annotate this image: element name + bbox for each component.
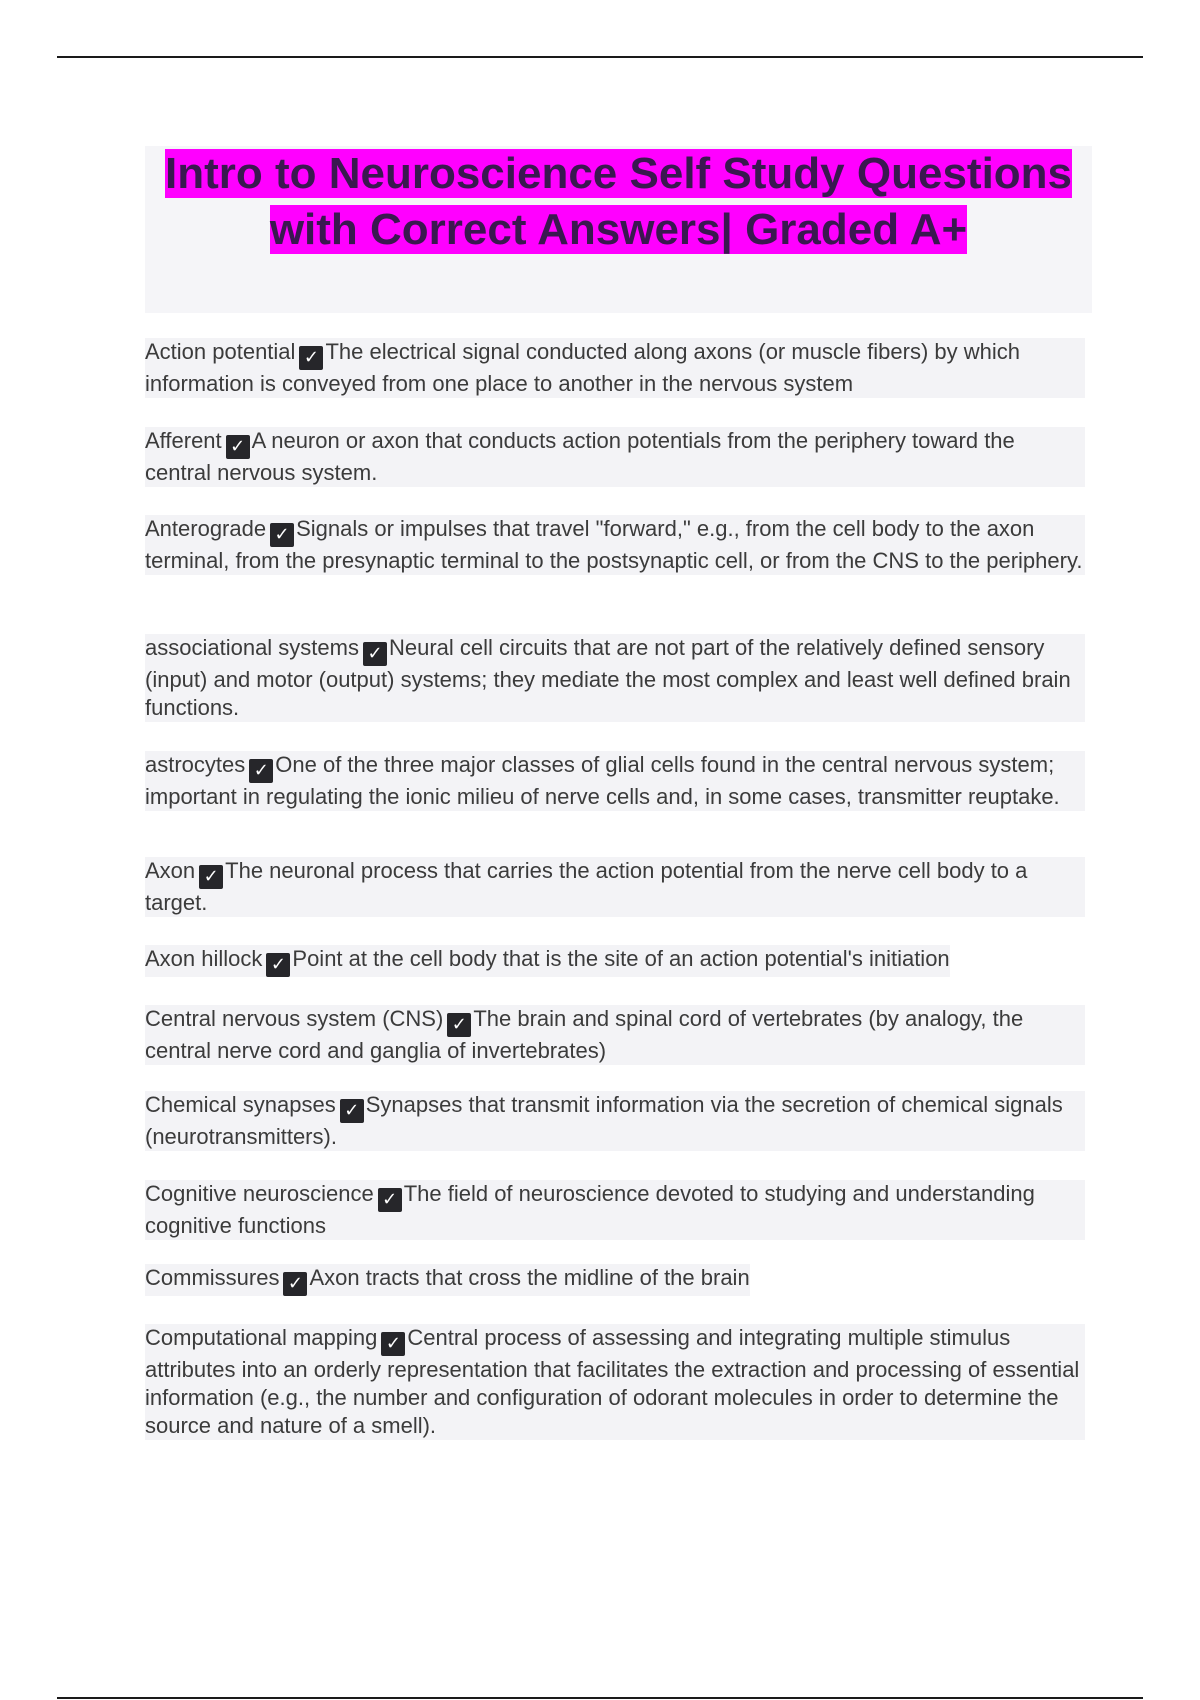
check-mark-icon: ✓ xyxy=(340,1099,364,1123)
entry-term: Axon hillock xyxy=(145,946,263,971)
glossary-entry xyxy=(145,857,1085,917)
glossary-entry xyxy=(145,1005,1085,1065)
glossary-entry xyxy=(145,1264,750,1296)
entry-definition: The brain and spinal cord of vertebrates (by analogy, the central nerve cord and ganglia of invertebrates) xyxy=(145,1006,1024,1063)
title-highlight: Intro to Neuroscience Self Study Questions with Correct Answers| Graded A+ xyxy=(164,149,1073,254)
check-mark-icon: ✓ xyxy=(447,1013,471,1037)
entry-definition: The neuronal process that carries the action potential from the nerve cell body to a target. xyxy=(145,858,1028,915)
entry-definition: Neural cell circuits that are not part of the relatively defined sensory (input) and motor (output) systems; they mediate the most complex and least well defined brain functions. xyxy=(145,635,1071,720)
entry-definition: Signals or impulses that travel "forward," e.g., from the cell body to the axon terminal, from the presynaptic terminal to the postsynaptic cell, or from the CNS to the periphery. xyxy=(145,516,1083,573)
entry-definition: The electrical signal conducted along axons (or muscle fibers) by which information is conveyed from one place to another in the nervous system xyxy=(145,339,1020,396)
check-mark-icon: ✓ xyxy=(283,1272,307,1296)
glossary-entry xyxy=(145,338,1085,398)
glossary-entry xyxy=(145,751,1085,811)
check-mark-icon: ✓ xyxy=(199,865,223,889)
entry-definition: Point at the cell body that is the site of an action potential's initiation xyxy=(292,946,950,971)
entry-definition: One of the three major classes of glial cells found in the central nervous system; important in regulating the ionic milieu of nerve cells and, in some cases, transmitter reuptake. xyxy=(145,752,1060,809)
entry-term: Afferent xyxy=(145,428,222,453)
entry-term: Central nervous system (CNS) xyxy=(145,1006,444,1031)
glossary-entry xyxy=(145,634,1085,722)
entry-term: Chemical synapses xyxy=(145,1092,336,1117)
entry-term: associational systems xyxy=(145,635,359,660)
entry-term: Commissures xyxy=(145,1265,280,1290)
entry-definition: A neuron or axon that conducts action potentials from the periphery toward the central nervous system. xyxy=(145,428,1015,485)
glossary-entry xyxy=(145,1324,1085,1440)
document-title xyxy=(145,146,1092,258)
entry-term: Action potential xyxy=(145,339,296,364)
entry-definition: Axon tracts that cross the midline of the brain xyxy=(309,1265,750,1290)
entry-definition: The field of neuroscience devoted to studying and understanding cognitive functions xyxy=(145,1181,1035,1238)
check-mark-icon: ✓ xyxy=(378,1188,402,1212)
check-mark-icon: ✓ xyxy=(226,435,250,459)
check-mark-icon: ✓ xyxy=(249,759,273,783)
entry-term: astrocytes xyxy=(145,752,246,777)
check-mark-icon: ✓ xyxy=(381,1332,405,1356)
check-mark-icon: ✓ xyxy=(266,953,290,977)
glossary-entry xyxy=(145,427,1085,487)
entry-term: Anterograde xyxy=(145,516,267,541)
check-mark-icon: ✓ xyxy=(270,523,294,547)
check-mark-icon: ✓ xyxy=(299,346,323,370)
glossary-entry xyxy=(145,515,1085,575)
entry-term: Cognitive neuroscience xyxy=(145,1181,374,1206)
check-mark-icon: ✓ xyxy=(363,642,387,666)
entry-term: Axon xyxy=(145,858,196,883)
entry-definition: Synapses that transmit information via the secretion of chemical signals (neurotransmitters). xyxy=(145,1092,1063,1149)
entry-term: Computational mapping xyxy=(145,1325,378,1350)
entry-definition: Central process of assessing and integrating multiple stimulus attributes into an orderly representation that facilitates the extraction and processing of essential information (e.g., the number and configuration of odorant molecules in order to determine the source and nature of a smell). xyxy=(145,1325,1080,1438)
title-block xyxy=(145,146,1092,313)
bottom-rule xyxy=(57,1697,1143,1699)
glossary-entry xyxy=(145,1180,1085,1240)
glossary-entry xyxy=(145,1091,1085,1151)
top-rule xyxy=(57,56,1143,58)
glossary-entry xyxy=(145,945,950,977)
